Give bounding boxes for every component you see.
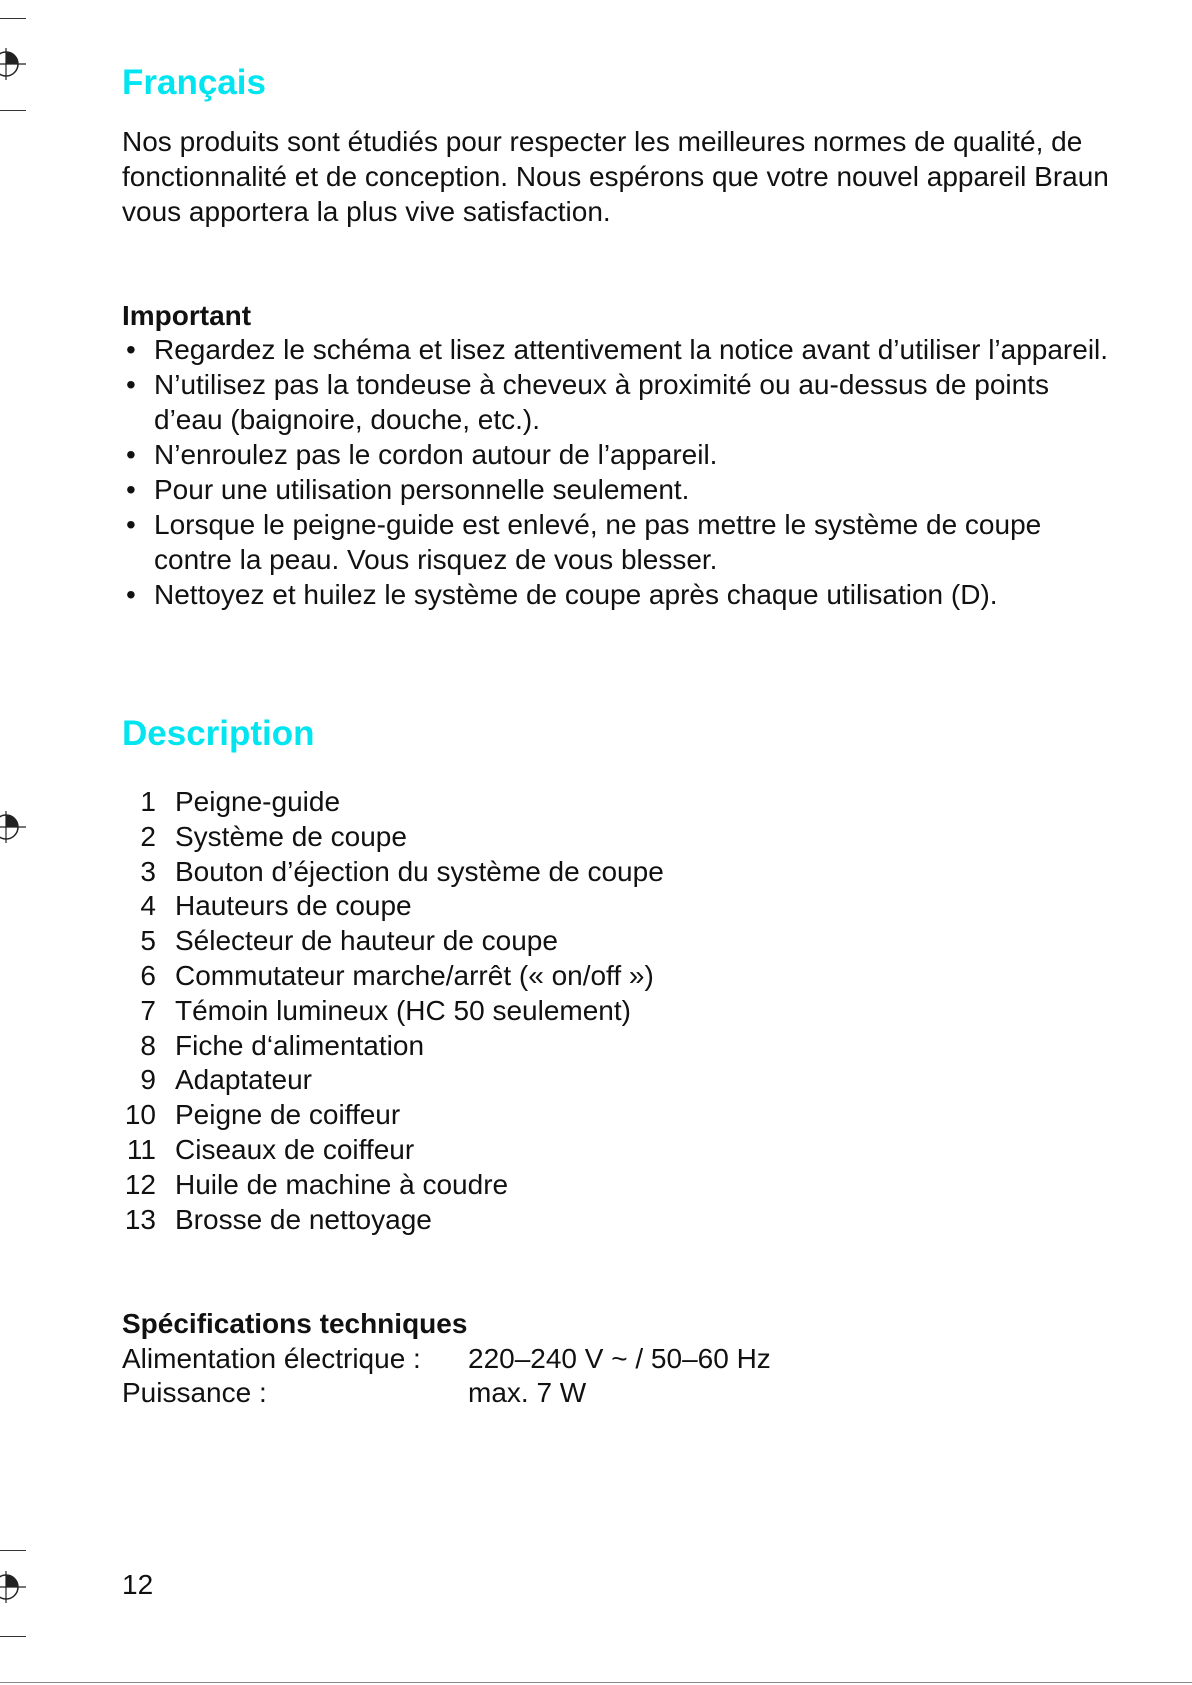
spec-key: Alimentation électrique : <box>122 1343 421 1374</box>
list-item-text: Lorsque le peigne-guide est enlevé, ne pas mettre le système de coupe contre la peau. Vous risquez de vous blesser. <box>154 509 1042 575</box>
list-item <box>112 924 912 959</box>
item-number: 12 <box>124 1168 156 1200</box>
item-label: Huile de machine à coudre <box>175 1168 509 1200</box>
item-label: Bouton d’éjection du système de coupe <box>175 855 664 887</box>
item-number: 9 <box>140 1064 156 1096</box>
crop-mark <box>0 1550 26 1551</box>
list-item <box>112 1029 912 1064</box>
list-item <box>122 577 1122 612</box>
item-number: 13 <box>124 1203 156 1235</box>
list-item <box>112 820 912 855</box>
list-item <box>122 332 1122 367</box>
bullet-icon: • <box>126 439 136 470</box>
specs-title: Spécifications techniques <box>122 1308 468 1339</box>
bullet-icon: • <box>126 369 136 400</box>
important-list <box>122 332 1122 612</box>
item-label: Témoin lumineux (HC 50 seulement) <box>175 994 631 1026</box>
item-number: 1 <box>140 786 156 817</box>
page-number: 12 <box>122 1569 154 1600</box>
list-item-text: N’utilisez pas la tondeuse à cheveux à proximité ou au-dessus de points d’eau (baignoire, douche, etc.). <box>154 369 1049 435</box>
list-item-text: Regardez le schéma et lisez attentivement la notice avant d’utiliser l’appareil. <box>154 334 1109 365</box>
list-item <box>112 785 912 820</box>
item-label: Sélecteur de hauteur de coupe <box>175 925 558 957</box>
spec-key: Puissance : <box>122 1377 267 1408</box>
registration-mark-icon <box>0 807 26 847</box>
bullet-icon: • <box>126 579 136 610</box>
list-item-text: Nettoyez et huilez le système de coupe après chaque utilisation (D). <box>154 579 998 610</box>
item-label: Hauteurs de coupe <box>175 890 412 922</box>
item-number: 10 <box>124 1099 156 1131</box>
list-item <box>112 1133 912 1168</box>
list-item <box>122 367 1122 437</box>
list-item <box>112 1098 912 1133</box>
list-item <box>112 1203 912 1238</box>
important-title: Important <box>122 300 252 331</box>
list-item-text: N’enroulez pas le cordon autour de l’appareil. <box>154 439 718 470</box>
item-label: Commutateur marche/arrêt (« on/off ») <box>175 959 654 991</box>
list-item <box>112 1063 912 1098</box>
item-number: 3 <box>140 855 156 887</box>
bullet-icon: • <box>126 334 136 365</box>
item-label: Système de coupe <box>175 820 407 852</box>
description-list <box>112 785 912 1237</box>
item-label: Peigne de coiffeur <box>175 1099 401 1131</box>
bullet-icon: • <box>126 509 136 540</box>
item-label: Ciseaux de coiffeur <box>175 1133 415 1165</box>
list-item <box>112 994 912 1029</box>
spec-row <box>122 1342 1022 1376</box>
item-number: 8 <box>140 1029 156 1061</box>
intro-paragraph: Nos produits sont étudiés pour respecter les meilleures normes de qualité, de fonctionnalité et de conception. Nous espérons que votre nouvel appareil Braun vous apportera la plus vive satisfaction. <box>122 126 1109 227</box>
list-item <box>122 437 1122 472</box>
registration-mark-icon <box>0 44 26 84</box>
item-number: 2 <box>140 820 156 852</box>
list-item <box>112 1168 912 1203</box>
crop-mark <box>0 18 26 19</box>
item-number: 5 <box>140 925 156 957</box>
item-label: Peigne-guide <box>175 786 341 817</box>
list-item <box>112 889 912 924</box>
list-item <box>112 959 912 994</box>
list-item <box>112 855 912 890</box>
section-title-francais: Français <box>122 63 266 102</box>
item-number: 6 <box>140 959 156 991</box>
item-label: Adaptateur <box>175 1064 312 1096</box>
item-number: 11 <box>126 1133 156 1165</box>
item-label: Fiche d‘alimentation <box>175 1029 425 1061</box>
item-number: 4 <box>140 890 156 922</box>
list-item <box>122 472 1122 507</box>
registration-mark-icon <box>0 1567 26 1607</box>
crop-mark <box>0 110 26 111</box>
spec-value: 220–240 V ~ / 50–60 Hz <box>468 1343 771 1374</box>
spec-row <box>122 1376 1022 1410</box>
list-item <box>122 507 1122 577</box>
spec-value: max. 7 W <box>468 1377 587 1408</box>
list-item-text: Pour une utilisation personnelle seulement. <box>154 474 690 505</box>
trim-line <box>0 1682 1192 1683</box>
bullet-icon: • <box>126 474 136 505</box>
section-title-description: Description <box>122 714 315 753</box>
item-number: 7 <box>140 994 156 1026</box>
crop-mark <box>0 1636 26 1637</box>
item-label: Brosse de nettoyage <box>175 1203 432 1235</box>
